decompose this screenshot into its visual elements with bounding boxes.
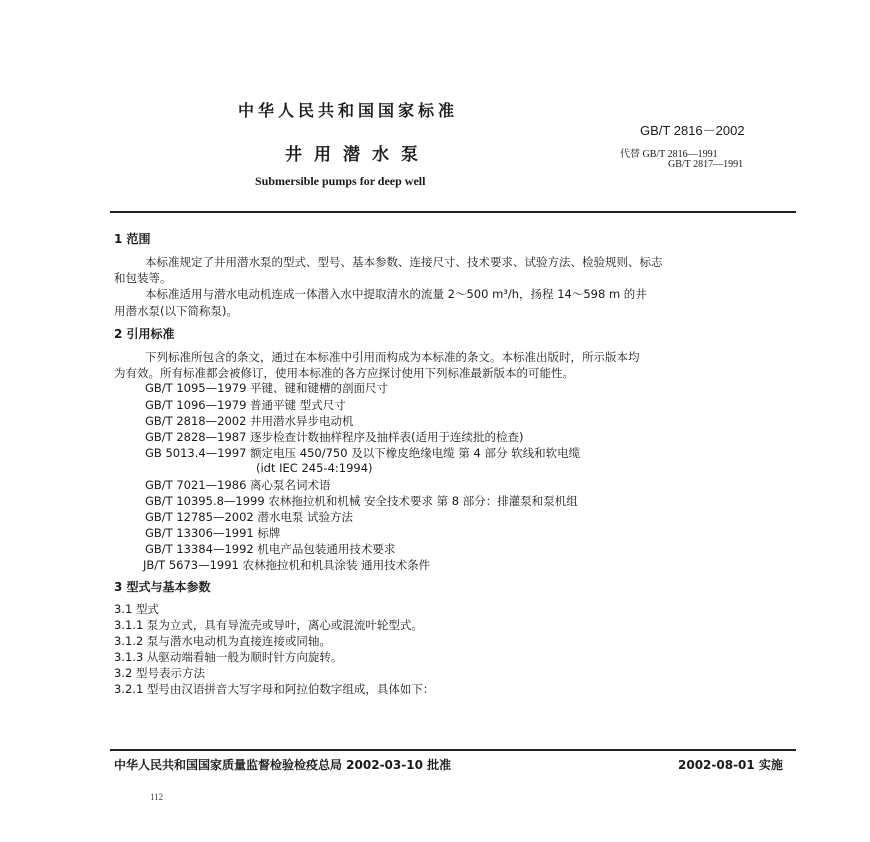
reference-item: GB/T 1095—1979 平键、键和键槽的剖面尺寸 (145, 381, 389, 395)
paragraph-line: 本标准规定了井用潜水泵的型式、型号、基本参数、连接尺寸、技术要求、试验方法、检验规则、标志 (145, 255, 663, 269)
standard-heading: 中华人民共和国国家标准 (238, 101, 459, 120)
paragraph-line: 和包装等。 (114, 271, 172, 285)
footer-divider (110, 749, 796, 751)
reference-item: GB/T 10395.8—1999 农林拖拉机和机械 安全技术要求 第 8 部分：排灌泵和泵机组 (145, 494, 578, 508)
implementation-date: 2002-08-01 实施 (678, 758, 783, 772)
replaces-item: GB/T 2816—1991 (642, 149, 718, 160)
section-3-heading: 3 型式与基本参数 (114, 580, 211, 594)
paragraph-line: 为有效。所有标准都会被修订，使用本标准的各方应探讨使用下列标准最新版本的可能性。 (114, 366, 574, 380)
reference-item: GB/T 2818—2002 井用潜水异步电动机 (145, 414, 354, 428)
replaces-label: 代替 (620, 149, 640, 160)
section-1-heading: 1 范围 (114, 232, 151, 246)
replaces-item: GB/T 2817—1991 (668, 159, 744, 170)
reference-item: GB/T 2828—1987 逐步检查计数抽样程序及抽样表(适用于连续批的检查) (145, 430, 524, 444)
reference-item: GB/T 13384—1992 机电产品包装通用技术要求 (145, 542, 396, 556)
paragraph-line: 本标准适用与潜水电动机连成一体潜入水中提取清水的流量 2～500 m³/h，扬程 14～598 m 的井 (145, 287, 647, 301)
page-number: 112 (150, 792, 164, 802)
english-title: Submersible pumps for deep well (255, 174, 426, 188)
replaces-block (620, 150, 743, 170)
clause-item: 3.1.3 从驱动端看轴一般为顺时针方向旋转。 (114, 650, 343, 664)
reference-item: GB/T 7021—1986 离心泵名词术语 (145, 478, 331, 492)
section-2-heading: 2 引用标准 (114, 327, 175, 341)
clause-item: 3.1.1 泵为立式，具有导流壳或导叶，离心或混流叶轮型式。 (114, 618, 423, 632)
header-divider (110, 211, 796, 213)
clause-item: 3.2.1 型号由汉语拼音大写字母和阿拉伯数字组成，具体如下： (114, 682, 435, 696)
document-title: 井用潜水泵 (285, 145, 430, 165)
standard-code: GB/T 2816－2002 (640, 123, 745, 138)
paragraph-line: 下列标准所包含的条文，通过在本标准中引用而构成为本标准的条文。本标准出版时，所示版本均 (145, 350, 640, 364)
reference-item: GB/T 13306—1991 标牌 (145, 526, 281, 540)
reference-item: GB/T 1096—1979 普通平键 型式尺寸 (145, 398, 346, 412)
reference-item: GB/T 12785—2002 潜水电泵 试验方法 (145, 510, 354, 524)
reference-item: JB/T 5673—1991 农林拖拉机和机具涂装 通用技术条件 (143, 558, 431, 572)
issuer-line: 中华人民共和国国家质量监督检验检疫总局 2002-03-10 批准 (114, 758, 452, 772)
reference-item-continued: (idt IEC 245-4:1994) (256, 461, 373, 475)
clause-item: 3.1.2 泵与潜水电动机为直接连接或同轴。 (114, 634, 331, 648)
paragraph-line: 用潜水泵(以下简称泵)。 (114, 304, 238, 318)
reference-item: GB 5013.4—1997 额定电压 450/750 及以下橡皮绝缘电缆 第 4 部分 软线和软电缆 (145, 446, 581, 460)
clause-item: 3.2 型号表示方法 (114, 666, 205, 680)
clause-item: 3.1 型式 (114, 602, 159, 616)
